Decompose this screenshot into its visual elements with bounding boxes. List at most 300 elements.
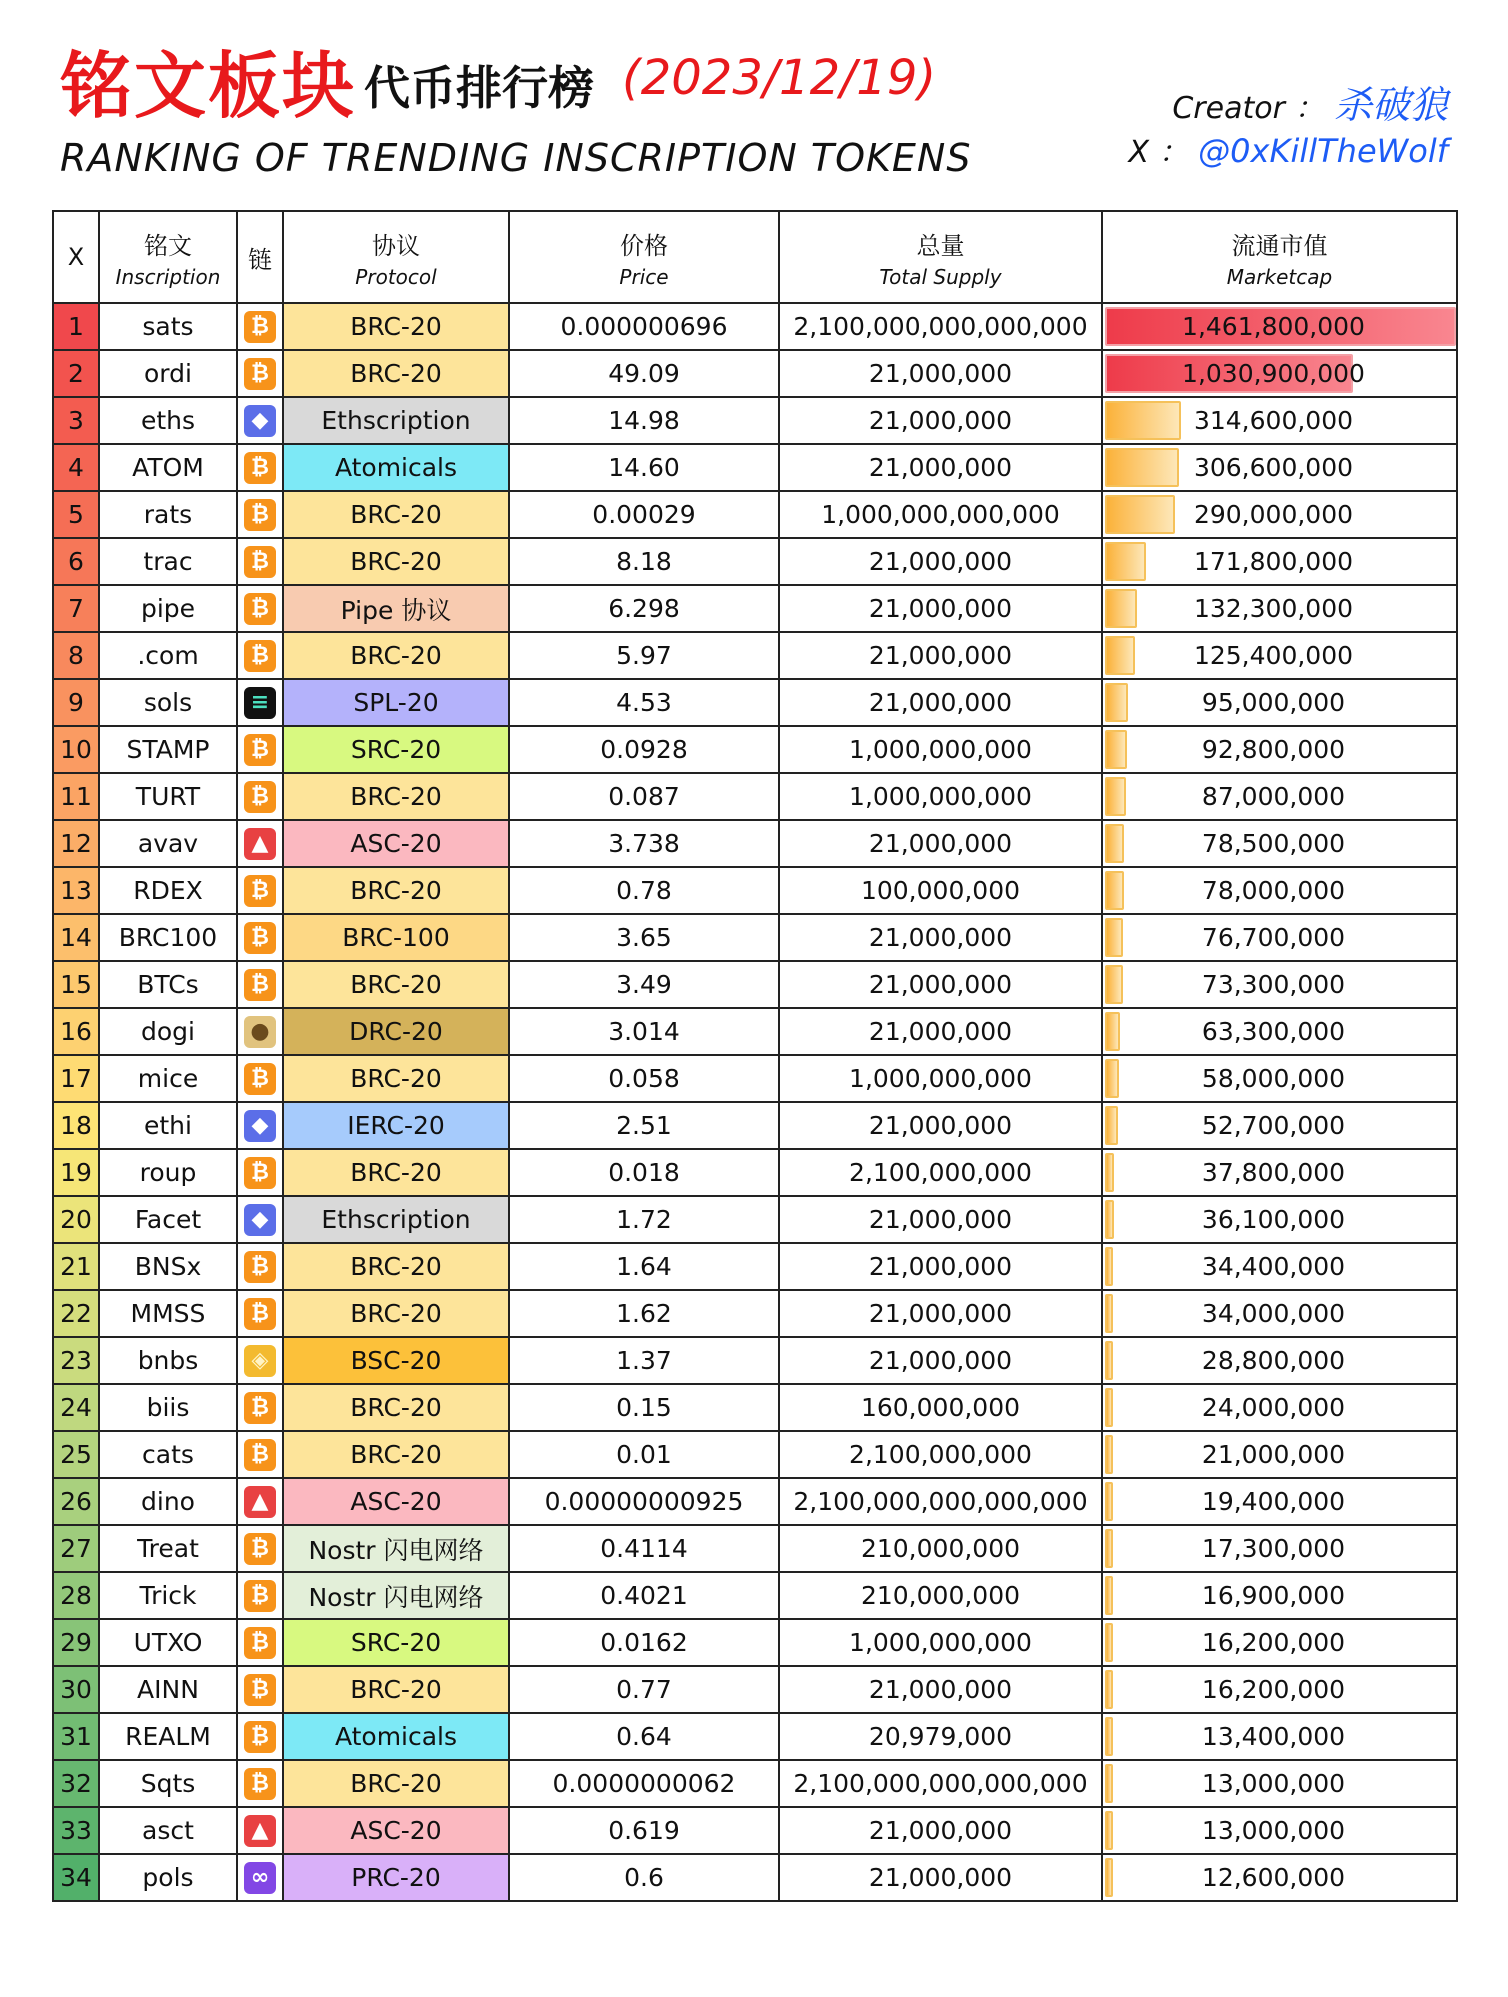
marketcap-value: 36,100,000 [1201, 1205, 1346, 1234]
marketcap-bar [1105, 1247, 1113, 1286]
supply-value: 21,000,000 [779, 914, 1102, 961]
token-name: dogi [99, 1008, 237, 1055]
protocol-label: DRC-20 [283, 1008, 509, 1055]
marketcap-value: 76,700,000 [1201, 923, 1346, 952]
price-value: 0.0162 [509, 1619, 779, 1666]
table-row [53, 1055, 1457, 1102]
rank-number: 32 [53, 1760, 99, 1807]
marketcap-cell [1102, 1149, 1457, 1196]
price-value: 0.6 [509, 1854, 779, 1901]
protocol-label: BRC-20 [283, 1055, 509, 1102]
bitcoin-icon: ₿ [244, 1063, 276, 1095]
chain-cell [237, 1055, 283, 1102]
supply-value: 21,000,000 [779, 1337, 1102, 1384]
table-row [53, 1854, 1457, 1901]
marketcap-cell [1102, 1243, 1457, 1290]
price-value: 6.298 [509, 585, 779, 632]
supply-value: 2,100,000,000,000,000 [779, 1478, 1102, 1525]
supply-value: 21,000,000 [779, 820, 1102, 867]
supply-value: 1,000,000,000 [779, 773, 1102, 820]
marketcap-cell [1102, 726, 1457, 773]
token-name: Trick [99, 1572, 237, 1619]
token-name: sats [99, 303, 237, 350]
chain-cell [237, 1337, 283, 1384]
marketcap-cell [1102, 1337, 1457, 1384]
table-row [53, 961, 1457, 1008]
protocol-label: BRC-100 [283, 914, 509, 961]
bitcoin-icon: ₿ [244, 922, 276, 954]
table-row [53, 1431, 1457, 1478]
protocol-label: BRC-20 [283, 1149, 509, 1196]
bitcoin-icon: ₿ [244, 1157, 276, 1189]
rank-number: 7 [53, 585, 99, 632]
rank-number: 24 [53, 1384, 99, 1431]
protocol-label: BRC-20 [283, 1760, 509, 1807]
protocol-label: BRC-20 [283, 867, 509, 914]
ethereum-icon: ◆ [244, 1204, 276, 1236]
protocol-label: BRC-20 [283, 632, 509, 679]
supply-value: 1,000,000,000 [779, 1055, 1102, 1102]
price-value: 3.65 [509, 914, 779, 961]
chain-cell [237, 585, 283, 632]
bitcoin-icon: ₿ [244, 734, 276, 766]
table-row [53, 1243, 1457, 1290]
price-value: 0.000000696 [509, 303, 779, 350]
supply-value: 20,979,000 [779, 1713, 1102, 1760]
supply-value: 21,000,000 [779, 585, 1102, 632]
marketcap-bar [1105, 1482, 1113, 1521]
credits [1129, 82, 1448, 174]
page-title-english: RANKING OF TRENDING INSCRIPTION TOKENS [60, 136, 972, 180]
marketcap-cell [1102, 679, 1457, 726]
marketcap-cell [1102, 1478, 1457, 1525]
token-name: Treat [99, 1525, 237, 1572]
marketcap-bar [1105, 871, 1124, 910]
chain-cell [237, 1149, 283, 1196]
chain-cell [237, 820, 283, 867]
rank-number: 8 [53, 632, 99, 679]
marketcap-cell [1102, 632, 1457, 679]
ethereum-icon: ◆ [244, 405, 276, 437]
bitcoin-icon: ₿ [244, 781, 276, 813]
rank-number: 2 [53, 350, 99, 397]
chain-cell [237, 1290, 283, 1337]
marketcap-value: 24,000,000 [1201, 1393, 1346, 1422]
rank-number: 27 [53, 1525, 99, 1572]
rank-number: 13 [53, 867, 99, 914]
rank-number: 4 [53, 444, 99, 491]
chain-cell [237, 961, 283, 1008]
table-row [53, 1760, 1457, 1807]
chain-cell [237, 773, 283, 820]
chain-cell [237, 1196, 283, 1243]
token-name: biis [99, 1384, 237, 1431]
ranking-table-body [53, 303, 1457, 1901]
chain-cell [237, 1478, 283, 1525]
marketcap-cell [1102, 1666, 1457, 1713]
supply-value: 1,000,000,000 [779, 726, 1102, 773]
table-row [53, 1478, 1457, 1525]
price-value: 0.0928 [509, 726, 779, 773]
price-value: 0.058 [509, 1055, 779, 1102]
token-name: REALM [99, 1713, 237, 1760]
supply-value: 21,000,000 [779, 632, 1102, 679]
price-value: 2.51 [509, 1102, 779, 1149]
rank-number: 22 [53, 1290, 99, 1337]
chain-cell [237, 1243, 283, 1290]
protocol-label: BRC-20 [283, 1384, 509, 1431]
bitcoin-icon: ₿ [244, 1580, 276, 1612]
ranking-table [52, 210, 1458, 1902]
avalanche-icon: ▲ [244, 828, 276, 860]
table-row [53, 1008, 1457, 1055]
table-row [53, 914, 1457, 961]
protocol-label: ASC-20 [283, 1478, 509, 1525]
bitcoin-icon: ₿ [244, 1392, 276, 1424]
marketcap-bar [1105, 683, 1128, 722]
marketcap-value: 16,200,000 [1201, 1628, 1346, 1657]
chain-cell [237, 1854, 283, 1901]
price-value: 14.60 [509, 444, 779, 491]
marketcap-bar [1105, 589, 1137, 628]
marketcap-bar [1105, 1670, 1113, 1709]
supply-value: 21,000,000 [779, 961, 1102, 1008]
rank-number: 5 [53, 491, 99, 538]
marketcap-value: 13,000,000 [1201, 1816, 1346, 1845]
col-header-rank: X [53, 211, 99, 303]
price-value: 1.72 [509, 1196, 779, 1243]
protocol-label: BRC-20 [283, 350, 509, 397]
supply-value: 21,000,000 [779, 397, 1102, 444]
price-value: 1.37 [509, 1337, 779, 1384]
bitcoin-icon: ₿ [244, 1298, 276, 1330]
chain-cell [237, 1431, 283, 1478]
marketcap-cell [1102, 350, 1457, 397]
protocol-label: Atomicals [283, 1713, 509, 1760]
price-value: 0.15 [509, 1384, 779, 1431]
bitcoin-icon: ₿ [244, 1674, 276, 1706]
token-name: cats [99, 1431, 237, 1478]
price-value: 0.0000000062 [509, 1760, 779, 1807]
bitcoin-icon: ₿ [244, 1721, 276, 1753]
table-row [53, 867, 1457, 914]
protocol-label: BRC-20 [283, 491, 509, 538]
price-value: 3.014 [509, 1008, 779, 1055]
price-value: 8.18 [509, 538, 779, 585]
protocol-label: BRC-20 [283, 1431, 509, 1478]
supply-value: 21,000,000 [779, 444, 1102, 491]
price-value: 4.53 [509, 679, 779, 726]
marketcap-bar [1105, 542, 1146, 581]
supply-value: 21,000,000 [779, 1008, 1102, 1055]
rank-number: 18 [53, 1102, 99, 1149]
bitcoin-icon: ₿ [244, 593, 276, 625]
marketcap-cell [1102, 961, 1457, 1008]
col-header-inscription: 铭文 Inscription [99, 211, 237, 303]
table-row [53, 1713, 1457, 1760]
token-name: rats [99, 491, 237, 538]
marketcap-bar [1105, 1623, 1113, 1662]
table-row [53, 1337, 1457, 1384]
page-date: (2023/12/19) [622, 50, 937, 106]
marketcap-value: 58,000,000 [1201, 1064, 1346, 1093]
chain-cell [237, 350, 283, 397]
marketcap-value: 34,000,000 [1201, 1299, 1346, 1328]
token-name: trac [99, 538, 237, 585]
avalanche-icon: ▲ [244, 1815, 276, 1847]
table-row [53, 303, 1457, 350]
supply-value: 21,000,000 [779, 1102, 1102, 1149]
marketcap-value: 171,800,000 [1193, 547, 1354, 576]
table-row [53, 397, 1457, 444]
chain-cell [237, 914, 283, 961]
protocol-label: SPL-20 [283, 679, 509, 726]
rank-number: 20 [53, 1196, 99, 1243]
rank-number: 34 [53, 1854, 99, 1901]
protocol-label: SRC-20 [283, 1619, 509, 1666]
marketcap-cell [1102, 914, 1457, 961]
chain-cell [237, 867, 283, 914]
rank-number: 15 [53, 961, 99, 1008]
chain-cell [237, 1807, 283, 1854]
protocol-label: BRC-20 [283, 1243, 509, 1290]
marketcap-value: 12,600,000 [1201, 1863, 1346, 1892]
table-row [53, 538, 1457, 585]
table-row [53, 444, 1457, 491]
rank-number: 10 [53, 726, 99, 773]
supply-value: 21,000,000 [779, 1196, 1102, 1243]
bitcoin-icon: ₿ [244, 546, 276, 578]
chain-cell [237, 1619, 283, 1666]
table-row [53, 1807, 1457, 1854]
chain-cell [237, 1384, 283, 1431]
chain-cell [237, 1525, 283, 1572]
table-row [53, 1666, 1457, 1713]
chain-cell [237, 632, 283, 679]
marketcap-value: 13,400,000 [1201, 1722, 1346, 1751]
rank-number: 17 [53, 1055, 99, 1102]
marketcap-cell [1102, 1196, 1457, 1243]
table-row [53, 726, 1457, 773]
rank-number: 12 [53, 820, 99, 867]
rank-number: 33 [53, 1807, 99, 1854]
price-value: 0.00029 [509, 491, 779, 538]
marketcap-cell [1102, 1384, 1457, 1431]
chain-cell [237, 1760, 283, 1807]
bitcoin-icon: ₿ [244, 1439, 276, 1471]
supply-value: 21,000,000 [779, 1807, 1102, 1854]
price-value: 0.4114 [509, 1525, 779, 1572]
supply-value: 21,000,000 [779, 1666, 1102, 1713]
solana-icon: ≡ [244, 687, 276, 719]
rank-number: 3 [53, 397, 99, 444]
chain-cell [237, 1572, 283, 1619]
marketcap-value: 95,000,000 [1201, 688, 1346, 717]
bitcoin-icon: ₿ [244, 1627, 276, 1659]
chain-cell [237, 491, 283, 538]
supply-value: 21,000,000 [779, 679, 1102, 726]
marketcap-cell [1102, 1713, 1457, 1760]
token-name: sols [99, 679, 237, 726]
table-row [53, 820, 1457, 867]
marketcap-bar [1105, 1717, 1113, 1756]
protocol-label: ASC-20 [283, 1807, 509, 1854]
price-value: 0.087 [509, 773, 779, 820]
marketcap-cell [1102, 820, 1457, 867]
price-value: 14.98 [509, 397, 779, 444]
rank-number: 30 [53, 1666, 99, 1713]
supply-value: 21,000,000 [779, 1243, 1102, 1290]
rank-number: 23 [53, 1337, 99, 1384]
marketcap-value: 28,800,000 [1201, 1346, 1346, 1375]
marketcap-value: 63,300,000 [1201, 1017, 1346, 1046]
marketcap-bar [1105, 448, 1179, 487]
bitcoin-icon: ₿ [244, 1533, 276, 1565]
marketcap-cell [1102, 1619, 1457, 1666]
token-name: Sqts [99, 1760, 237, 1807]
marketcap-value: 16,200,000 [1201, 1675, 1346, 1704]
protocol-label: BRC-20 [283, 773, 509, 820]
supply-value: 100,000,000 [779, 867, 1102, 914]
protocol-label: ASC-20 [283, 820, 509, 867]
token-name: STAMP [99, 726, 237, 773]
marketcap-bar [1105, 918, 1123, 957]
supply-value: 210,000,000 [779, 1525, 1102, 1572]
chain-cell [237, 303, 283, 350]
token-name: AINN [99, 1666, 237, 1713]
marketcap-value: 34,400,000 [1201, 1252, 1346, 1281]
marketcap-value: 125,400,000 [1193, 641, 1354, 670]
token-name: dino [99, 1478, 237, 1525]
table-row [53, 1196, 1457, 1243]
marketcap-value: 52,700,000 [1201, 1111, 1346, 1140]
marketcap-cell [1102, 1008, 1457, 1055]
protocol-label: BRC-20 [283, 1666, 509, 1713]
creator-line [1129, 82, 1448, 128]
token-name: pols [99, 1854, 237, 1901]
price-value: 5.97 [509, 632, 779, 679]
marketcap-bar [1105, 1435, 1113, 1474]
marketcap-cell [1102, 1760, 1457, 1807]
marketcap-bar [1105, 1341, 1113, 1380]
chain-cell [237, 1102, 283, 1149]
token-name: UTXO [99, 1619, 237, 1666]
supply-value: 2,100,000,000 [779, 1431, 1102, 1478]
col-header-chain: 链 [237, 211, 283, 303]
marketcap-cell [1102, 303, 1457, 350]
supply-value: 1,000,000,000 [779, 1619, 1102, 1666]
marketcap-bar [1105, 401, 1181, 440]
price-value: 0.619 [509, 1807, 779, 1854]
marketcap-value: 132,300,000 [1193, 594, 1354, 623]
table-row [53, 679, 1457, 726]
supply-value: 2,100,000,000,000,000 [779, 303, 1102, 350]
marketcap-bar [1105, 1811, 1113, 1850]
chain-cell [237, 1008, 283, 1055]
token-name: BRC100 [99, 914, 237, 961]
dogecoin-icon: ● [244, 1016, 276, 1048]
creator-name: 杀破狼 [1333, 83, 1448, 127]
supply-value: 21,000,000 [779, 538, 1102, 585]
protocol-label: Atomicals [283, 444, 509, 491]
token-name: Facet [99, 1196, 237, 1243]
bitcoin-icon: ₿ [244, 1251, 276, 1283]
marketcap-bar [1105, 1059, 1119, 1098]
marketcap-bar [1105, 495, 1175, 534]
token-name: avav [99, 820, 237, 867]
token-name: TURT [99, 773, 237, 820]
table-row [53, 1102, 1457, 1149]
marketcap-cell [1102, 491, 1457, 538]
chain-cell [237, 538, 283, 585]
marketcap-value: 1,030,900,000 [1182, 359, 1365, 388]
polygon-icon: ∞ [244, 1862, 276, 1894]
rank-number: 21 [53, 1243, 99, 1290]
token-name: RDEX [99, 867, 237, 914]
x-label: X ： [1128, 135, 1189, 170]
marketcap-bar [1105, 730, 1127, 769]
table-row [53, 1572, 1457, 1619]
marketcap-cell [1102, 1290, 1457, 1337]
table-row [53, 632, 1457, 679]
token-name: roup [99, 1149, 237, 1196]
table-row [53, 1149, 1457, 1196]
token-name: bnbs [99, 1337, 237, 1384]
rank-number: 9 [53, 679, 99, 726]
col-header-marketcap: 流通市值 Marketcap [1102, 211, 1457, 303]
rank-number: 29 [53, 1619, 99, 1666]
marketcap-value: 1,461,800,000 [1182, 312, 1365, 341]
page-title: 铭文板块 [60, 44, 357, 128]
avalanche-icon: ▲ [244, 1486, 276, 1518]
protocol-label: PRC-20 [283, 1854, 509, 1901]
protocol-label: Nostr 闪电网络 [283, 1525, 509, 1572]
marketcap-value: 78,500,000 [1201, 829, 1346, 858]
table-header-row [53, 211, 1457, 303]
marketcap-bar [1105, 1529, 1113, 1568]
chain-cell [237, 1666, 283, 1713]
chain-cell [237, 679, 283, 726]
price-value: 3.49 [509, 961, 779, 1008]
token-name: ordi [99, 350, 237, 397]
price-value: 0.018 [509, 1149, 779, 1196]
marketcap-cell [1102, 538, 1457, 585]
rank-number: 25 [53, 1431, 99, 1478]
price-value: 1.64 [509, 1243, 779, 1290]
x-handle-link[interactable]: @0xKillTheWolf [1198, 132, 1448, 170]
bitcoin-icon: ₿ [244, 875, 276, 907]
marketcap-value: 87,000,000 [1201, 782, 1346, 811]
marketcap-value: 19,400,000 [1201, 1487, 1346, 1516]
table-row [53, 350, 1457, 397]
price-value: 0.00000000925 [509, 1478, 779, 1525]
protocol-label: BSC-20 [283, 1337, 509, 1384]
supply-value: 21,000,000 [779, 350, 1102, 397]
marketcap-value: 37,800,000 [1201, 1158, 1346, 1187]
price-value: 0.77 [509, 1666, 779, 1713]
protocol-label: SRC-20 [283, 726, 509, 773]
supply-value: 21,000,000 [779, 1290, 1102, 1337]
supply-value: 210,000,000 [779, 1572, 1102, 1619]
price-value: 49.09 [509, 350, 779, 397]
supply-value: 160,000,000 [779, 1384, 1102, 1431]
marketcap-cell [1102, 1807, 1457, 1854]
protocol-label: BRC-20 [283, 538, 509, 585]
bitcoin-icon: ₿ [244, 311, 276, 343]
bitcoin-icon: ₿ [244, 969, 276, 1001]
rank-number: 6 [53, 538, 99, 585]
creator-label: Creator ： [1172, 91, 1325, 126]
